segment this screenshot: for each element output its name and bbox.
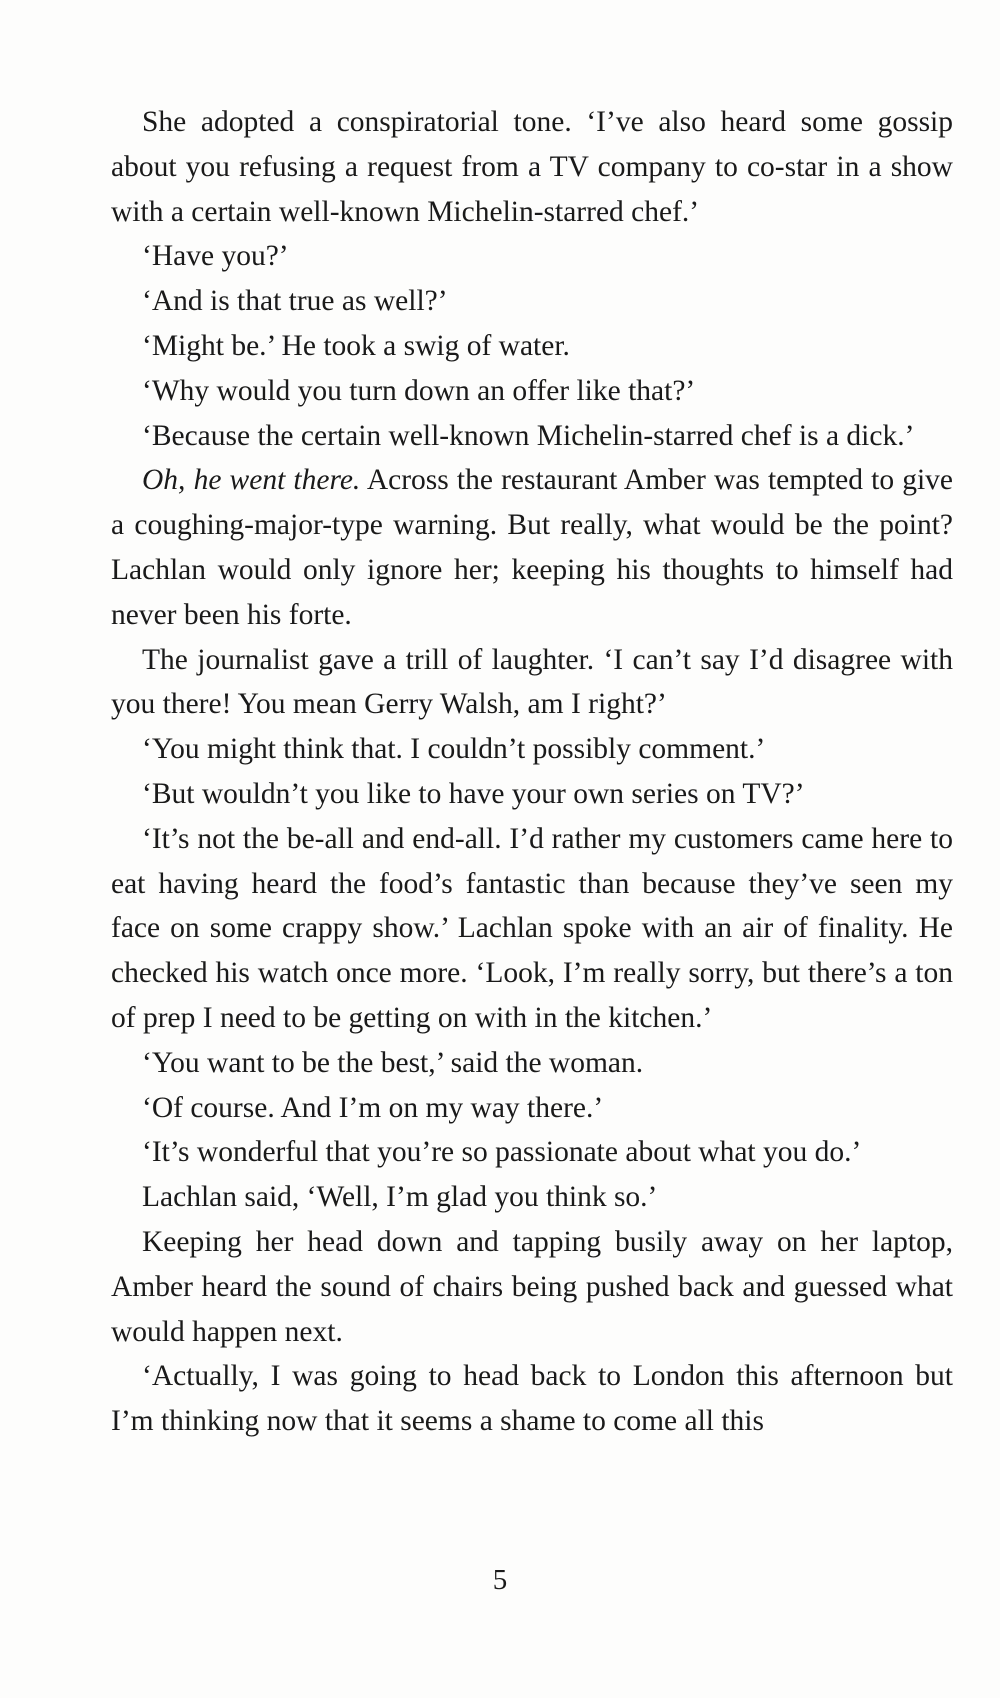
paragraph-3: ‘And is that true as well?’	[142, 285, 448, 318]
paragraph-5: ‘Why would you turn down an offer like that?’	[142, 374, 696, 407]
paragraph-13: ‘Of course. And I’m on my way there.’	[142, 1091, 604, 1124]
paragraph-8: The journalist gave a trill of laughter. ‘I can’t say I’d disagree with you there! You mean Gerry Walsh, am I right?’	[111, 643, 953, 721]
paragraph-15: Lachlan said, ‘Well, I’m glad you think so.’	[142, 1181, 658, 1214]
paragraph-9: ‘You might think that. I couldn’t possibly comment.’	[142, 733, 766, 766]
paragraph-11: ‘It’s not the be-all and end-all. I’d rather my customers came here to eat having heard the food’s fantastic than because they’ve seen my face on some crappy show.’ Lachlan spoke with an air of finality. He checked his watch once more. ‘Look, I’m really sorry, but there’s a ton of prep I need to be getting on with in the kitchen.’	[111, 822, 953, 1034]
paragraph-7	[111, 458, 953, 637]
paragraph-6: ‘Because the certain well-known Michelin-starred chef is a dick.’	[142, 419, 915, 452]
italic-phrase: Oh, he went there.	[142, 464, 361, 497]
paragraph-1: She adopted a conspiratorial tone. ‘I’ve also heard some gossip about you refusing a request from a TV company to co-star in a show with a certain well-known Michelin-starred chef.’	[111, 106, 953, 228]
paragraph-12: ‘You want to be the best,’ said the woman.	[142, 1046, 644, 1079]
paragraph-14: ‘It’s wonderful that you’re so passionate about what you do.’	[142, 1136, 862, 1169]
paragraph-16: Keeping her head down and tapping busily away on her laptop, Amber heard the sound of chairs being pushed back and guessed what would happen next.	[111, 1225, 953, 1348]
paragraph-2: ‘Have you?’	[142, 240, 289, 273]
paragraph-4: ‘Might be.’ He took a swig of water.	[142, 329, 570, 362]
page-number: 5	[492, 1564, 508, 1596]
paragraph-17: ‘Actually, I was going to head back to London this afternoon but I’m thinking now that it seems a shame to come all this	[111, 1360, 953, 1438]
body-text	[111, 100, 953, 1444]
paragraph-10: ‘But wouldn’t you like to have your own series on TV?’	[142, 777, 805, 810]
paragraph-7-text: Across the restaurant Amber was tempted to give a coughing-major-type warning. But really, what would be the point? Lachlan would only ignore her; keeping his thoughts to himself had never been his forte.	[111, 464, 953, 631]
